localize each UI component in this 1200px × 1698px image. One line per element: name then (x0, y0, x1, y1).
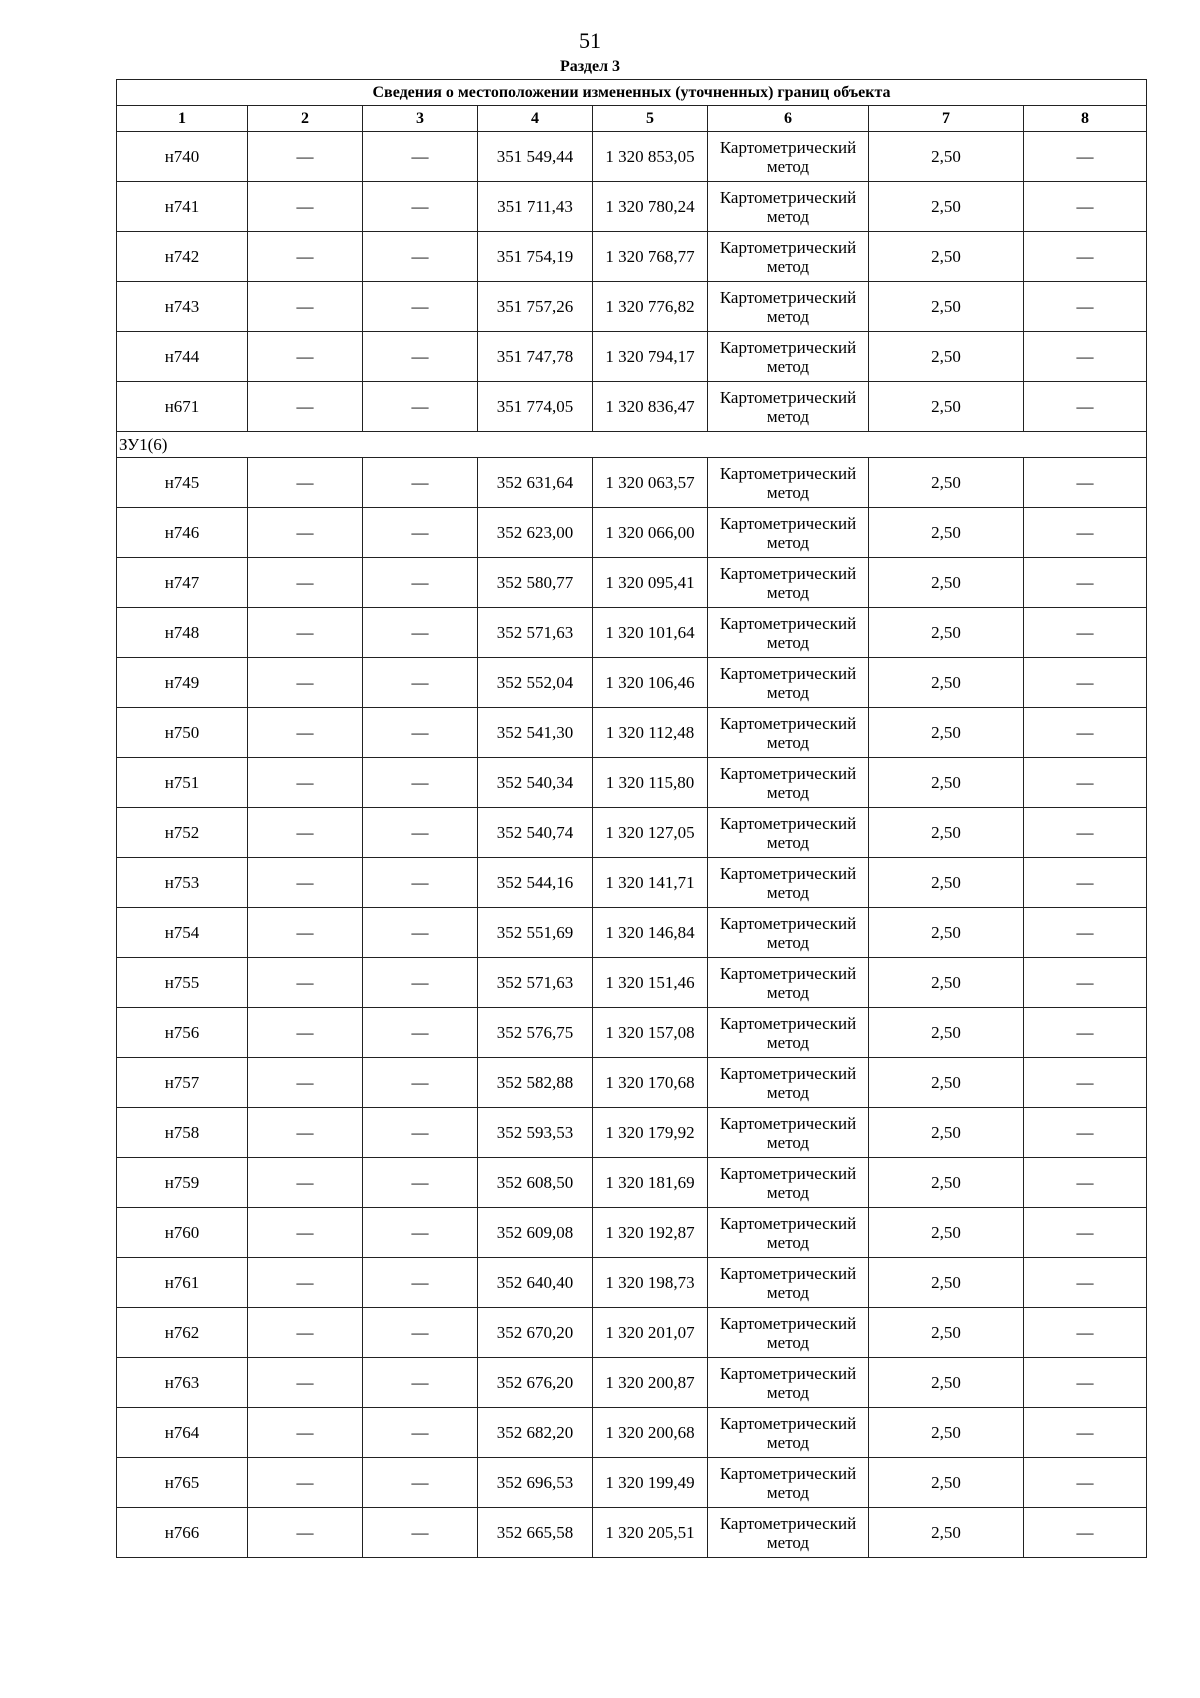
table-row (117, 1258, 1147, 1308)
column-3-cell: — (363, 1358, 478, 1408)
table-row (117, 332, 1147, 382)
table-row (117, 1008, 1147, 1058)
column-3-cell: — (363, 808, 478, 858)
accuracy-cell: 2,50 (869, 182, 1024, 232)
table-row (117, 1358, 1147, 1408)
coordinate-x-cell: 352 696,53 (478, 1458, 593, 1508)
point-name-cell: н749 (117, 658, 248, 708)
group-label: ЗУ1(6) (117, 432, 1147, 458)
column-2-cell: — (248, 958, 363, 1008)
column-2-cell: — (248, 608, 363, 658)
method-cell: Картометрический метод (708, 1108, 869, 1158)
coordinate-y-cell: 1 320 141,71 (593, 858, 708, 908)
column-2-cell: — (248, 708, 363, 758)
column-2-cell: — (248, 1108, 363, 1158)
coordinate-x-cell: 352 551,69 (478, 908, 593, 958)
column-3-cell: — (363, 1008, 478, 1058)
column-header: 4 (478, 106, 593, 132)
accuracy-cell: 2,50 (869, 508, 1024, 558)
method-cell: Картометрический метод (708, 908, 869, 958)
column-8-cell: — (1024, 608, 1147, 658)
coordinate-x-cell: 352 640,40 (478, 1258, 593, 1308)
column-2-cell: — (248, 132, 363, 182)
accuracy-cell: 2,50 (869, 382, 1024, 432)
column-header: 7 (869, 106, 1024, 132)
coordinate-y-cell: 1 320 853,05 (593, 132, 708, 182)
accuracy-cell: 2,50 (869, 1058, 1024, 1108)
accuracy-cell: 2,50 (869, 1508, 1024, 1558)
column-8-cell: — (1024, 1108, 1147, 1158)
method-cell: Картометрический метод (708, 182, 869, 232)
accuracy-cell: 2,50 (869, 958, 1024, 1008)
method-cell: Картометрический метод (708, 1308, 869, 1358)
column-8-cell: — (1024, 458, 1147, 508)
column-3-cell: — (363, 1308, 478, 1358)
accuracy-cell: 2,50 (869, 1108, 1024, 1158)
method-cell: Картометрический метод (708, 508, 869, 558)
method-cell: Картометрический метод (708, 1408, 869, 1458)
column-3-cell: — (363, 1208, 478, 1258)
column-3-cell: — (363, 708, 478, 758)
coordinate-x-cell: 352 552,04 (478, 658, 593, 708)
table-row (117, 758, 1147, 808)
method-cell: Картометрический метод (708, 458, 869, 508)
coordinate-x-cell: 352 623,00 (478, 508, 593, 558)
coordinate-x-cell: 351 747,78 (478, 332, 593, 382)
method-cell: Картометрический метод (708, 132, 869, 182)
method-cell: Картометрический метод (708, 558, 869, 608)
coordinate-y-cell: 1 320 836,47 (593, 382, 708, 432)
table-row (117, 1058, 1147, 1108)
point-name-cell: н764 (117, 1408, 248, 1458)
method-cell: Картометрический метод (708, 758, 869, 808)
column-3-cell: — (363, 332, 478, 382)
column-8-cell: — (1024, 132, 1147, 182)
coordinate-x-cell: 351 754,19 (478, 232, 593, 282)
point-name-cell: н757 (117, 1058, 248, 1108)
table-row (117, 908, 1147, 958)
accuracy-cell: 2,50 (869, 1458, 1024, 1508)
point-name-cell: н745 (117, 458, 248, 508)
section-title: Раздел 3 (559, 58, 621, 75)
coordinate-y-cell: 1 320 151,46 (593, 958, 708, 1008)
point-name-cell: н756 (117, 1008, 248, 1058)
column-3-cell: — (363, 858, 478, 908)
accuracy-cell: 2,50 (869, 1358, 1024, 1408)
group-row (117, 432, 1147, 458)
coordinate-x-cell: 352 609,08 (478, 1208, 593, 1258)
column-3-cell: — (363, 132, 478, 182)
coordinate-x-cell: 352 631,64 (478, 458, 593, 508)
column-2-cell: — (248, 458, 363, 508)
coordinate-x-cell: 352 571,63 (478, 958, 593, 1008)
coordinate-x-cell: 352 544,16 (478, 858, 593, 908)
column-header: 5 (593, 106, 708, 132)
accuracy-cell: 2,50 (869, 858, 1024, 908)
column-8-cell: — (1024, 808, 1147, 858)
column-2-cell: — (248, 1408, 363, 1458)
coordinate-x-cell: 352 580,77 (478, 558, 593, 608)
point-name-cell: н742 (117, 232, 248, 282)
point-name-cell: н751 (117, 758, 248, 808)
point-name-cell: н747 (117, 558, 248, 608)
accuracy-cell: 2,50 (869, 1408, 1024, 1458)
table-row (117, 558, 1147, 608)
table-row (117, 458, 1147, 508)
point-name-cell: н740 (117, 132, 248, 182)
table-row (117, 808, 1147, 858)
point-name-cell: н671 (117, 382, 248, 432)
column-2-cell: — (248, 282, 363, 332)
column-8-cell: — (1024, 558, 1147, 608)
column-3-cell: — (363, 958, 478, 1008)
column-2-cell: — (248, 1158, 363, 1208)
column-3-cell: — (363, 458, 478, 508)
column-2-cell: — (248, 1308, 363, 1358)
column-3-cell: — (363, 1458, 478, 1508)
accuracy-cell: 2,50 (869, 1158, 1024, 1208)
point-name-cell: н741 (117, 182, 248, 232)
coordinate-x-cell: 352 670,20 (478, 1308, 593, 1358)
column-2-cell: — (248, 1358, 363, 1408)
column-8-cell: — (1024, 1408, 1147, 1458)
column-8-cell: — (1024, 658, 1147, 708)
table-row (117, 1458, 1147, 1508)
table-row (117, 1108, 1147, 1158)
table-row (117, 282, 1147, 332)
coordinate-y-cell: 1 320 201,07 (593, 1308, 708, 1358)
accuracy-cell: 2,50 (869, 808, 1024, 858)
accuracy-cell: 2,50 (869, 558, 1024, 608)
column-3-cell: — (363, 1408, 478, 1458)
table-row (117, 658, 1147, 708)
column-3-cell: — (363, 608, 478, 658)
point-name-cell: н752 (117, 808, 248, 858)
column-2-cell: — (248, 1458, 363, 1508)
coordinate-x-cell: 352 540,34 (478, 758, 593, 808)
coordinate-y-cell: 1 320 776,82 (593, 282, 708, 332)
accuracy-cell: 2,50 (869, 232, 1024, 282)
coordinate-y-cell: 1 320 127,05 (593, 808, 708, 858)
coordinate-x-cell: 352 540,74 (478, 808, 593, 858)
column-8-cell: — (1024, 1208, 1147, 1258)
column-3-cell: — (363, 282, 478, 332)
point-name-cell: н760 (117, 1208, 248, 1258)
point-name-cell: н762 (117, 1308, 248, 1358)
column-header: 1 (117, 106, 248, 132)
coordinate-y-cell: 1 320 768,77 (593, 232, 708, 282)
coordinate-y-cell: 1 320 106,46 (593, 658, 708, 708)
table-row (117, 1208, 1147, 1258)
coordinate-x-cell: 352 593,53 (478, 1108, 593, 1158)
coordinate-x-cell: 352 541,30 (478, 708, 593, 758)
column-2-cell: — (248, 332, 363, 382)
coordinate-x-cell: 352 571,63 (478, 608, 593, 658)
accuracy-cell: 2,50 (869, 608, 1024, 658)
column-2-cell: — (248, 1508, 363, 1558)
column-2-cell: — (248, 858, 363, 908)
table-row (117, 182, 1147, 232)
column-8-cell: — (1024, 908, 1147, 958)
column-8-cell: — (1024, 858, 1147, 908)
coordinate-y-cell: 1 320 192,87 (593, 1208, 708, 1258)
method-cell: Картометрический метод (708, 858, 869, 908)
column-3-cell: — (363, 1508, 478, 1558)
coordinate-y-cell: 1 320 066,00 (593, 508, 708, 558)
point-name-cell: н755 (117, 958, 248, 1008)
column-2-cell: — (248, 658, 363, 708)
coordinate-x-cell: 352 682,20 (478, 1408, 593, 1458)
column-8-cell: — (1024, 1458, 1147, 1508)
coordinate-y-cell: 1 320 198,73 (593, 1258, 708, 1308)
column-header: 8 (1024, 106, 1147, 132)
column-8-cell: — (1024, 708, 1147, 758)
accuracy-cell: 2,50 (869, 758, 1024, 808)
method-cell: Картометрический метод (708, 658, 869, 708)
method-cell: Картометрический метод (708, 708, 869, 758)
table-header-row (117, 106, 1147, 132)
point-name-cell: н765 (117, 1458, 248, 1508)
column-header: 2 (248, 106, 363, 132)
coordinate-y-cell: 1 320 063,57 (593, 458, 708, 508)
method-cell: Картометрический метод (708, 232, 869, 282)
column-3-cell: — (363, 508, 478, 558)
column-2-cell: — (248, 1208, 363, 1258)
column-3-cell: — (363, 908, 478, 958)
coordinates-table (116, 79, 1147, 1558)
method-cell: Картометрический метод (708, 1258, 869, 1308)
column-3-cell: — (363, 182, 478, 232)
coordinate-y-cell: 1 320 095,41 (593, 558, 708, 608)
column-3-cell: — (363, 232, 478, 282)
accuracy-cell: 2,50 (869, 658, 1024, 708)
method-cell: Картометрический метод (708, 808, 869, 858)
table-row (117, 858, 1147, 908)
column-3-cell: — (363, 1108, 478, 1158)
column-8-cell: — (1024, 758, 1147, 808)
table-row (117, 132, 1147, 182)
column-3-cell: — (363, 758, 478, 808)
method-cell: Картометрический метод (708, 1008, 869, 1058)
coordinate-x-cell: 351 549,44 (478, 132, 593, 182)
column-3-cell: — (363, 1058, 478, 1108)
coordinate-x-cell: 351 711,43 (478, 182, 593, 232)
method-cell: Картометрический метод (708, 958, 869, 1008)
table-row (117, 1158, 1147, 1208)
coordinate-y-cell: 1 320 200,87 (593, 1358, 708, 1408)
table-title-row (117, 80, 1147, 106)
column-8-cell: — (1024, 1358, 1147, 1408)
column-2-cell: — (248, 182, 363, 232)
coordinate-x-cell: 351 757,26 (478, 282, 593, 332)
column-3-cell: — (363, 382, 478, 432)
column-2-cell: — (248, 558, 363, 608)
table-row (117, 608, 1147, 658)
coordinate-y-cell: 1 320 199,49 (593, 1458, 708, 1508)
page-number: 51 (579, 28, 601, 53)
accuracy-cell: 2,50 (869, 332, 1024, 382)
coordinate-y-cell: 1 320 205,51 (593, 1508, 708, 1558)
point-name-cell: н753 (117, 858, 248, 908)
coordinate-y-cell: 1 320 170,68 (593, 1058, 708, 1108)
column-header: 3 (363, 106, 478, 132)
point-name-cell: н758 (117, 1108, 248, 1158)
table-title: Сведения о местоположении измененных (уточненных) границ объекта (117, 80, 1147, 106)
method-cell: Картометрический метод (708, 382, 869, 432)
coordinate-x-cell: 352 608,50 (478, 1158, 593, 1208)
method-cell: Картометрический метод (708, 1208, 869, 1258)
point-name-cell: н743 (117, 282, 248, 332)
coordinate-y-cell: 1 320 200,68 (593, 1408, 708, 1458)
coordinate-x-cell: 352 676,20 (478, 1358, 593, 1408)
column-8-cell: — (1024, 182, 1147, 232)
column-8-cell: — (1024, 232, 1147, 282)
column-8-cell: — (1024, 1158, 1147, 1208)
method-cell: Картометрический метод (708, 282, 869, 332)
column-8-cell: — (1024, 508, 1147, 558)
point-name-cell: н763 (117, 1358, 248, 1408)
point-name-cell: н750 (117, 708, 248, 758)
point-name-cell: н766 (117, 1508, 248, 1558)
method-cell: Картометрический метод (708, 608, 869, 658)
coordinate-y-cell: 1 320 112,48 (593, 708, 708, 758)
column-8-cell: — (1024, 1008, 1147, 1058)
column-2-cell: — (248, 908, 363, 958)
coordinate-x-cell: 352 582,88 (478, 1058, 593, 1108)
coordinate-y-cell: 1 320 101,64 (593, 608, 708, 658)
coordinate-y-cell: 1 320 179,92 (593, 1108, 708, 1158)
point-name-cell: н759 (117, 1158, 248, 1208)
column-2-cell: — (248, 1008, 363, 1058)
column-2-cell: — (248, 1258, 363, 1308)
method-cell: Картометрический метод (708, 1158, 869, 1208)
accuracy-cell: 2,50 (869, 282, 1024, 332)
column-8-cell: — (1024, 1308, 1147, 1358)
column-2-cell: — (248, 808, 363, 858)
coordinate-y-cell: 1 320 157,08 (593, 1008, 708, 1058)
column-8-cell: — (1024, 282, 1147, 332)
method-cell: Картометрический метод (708, 1358, 869, 1408)
column-2-cell: — (248, 508, 363, 558)
table-row (117, 382, 1147, 432)
point-name-cell: н754 (117, 908, 248, 958)
accuracy-cell: 2,50 (869, 132, 1024, 182)
point-name-cell: н761 (117, 1258, 248, 1308)
column-2-cell: — (248, 382, 363, 432)
method-cell: Картометрический метод (708, 1458, 869, 1508)
accuracy-cell: 2,50 (869, 908, 1024, 958)
method-cell: Картометрический метод (708, 1508, 869, 1558)
method-cell: Картометрический метод (708, 1058, 869, 1108)
column-8-cell: — (1024, 1058, 1147, 1108)
column-8-cell: — (1024, 958, 1147, 1008)
column-8-cell: — (1024, 1258, 1147, 1308)
coordinate-y-cell: 1 320 115,80 (593, 758, 708, 808)
table-row (117, 708, 1147, 758)
point-name-cell: н744 (117, 332, 248, 382)
column-8-cell: — (1024, 382, 1147, 432)
accuracy-cell: 2,50 (869, 1258, 1024, 1308)
coordinate-y-cell: 1 320 780,24 (593, 182, 708, 232)
table-row (117, 958, 1147, 1008)
column-3-cell: — (363, 1158, 478, 1208)
column-2-cell: — (248, 1058, 363, 1108)
accuracy-cell: 2,50 (869, 458, 1024, 508)
accuracy-cell: 2,50 (869, 1008, 1024, 1058)
column-8-cell: — (1024, 332, 1147, 382)
coordinate-x-cell: 352 665,58 (478, 1508, 593, 1558)
column-header: 6 (708, 106, 869, 132)
method-cell: Картометрический метод (708, 332, 869, 382)
table-row (117, 1408, 1147, 1458)
column-8-cell: — (1024, 1508, 1147, 1558)
column-3-cell: — (363, 1258, 478, 1308)
accuracy-cell: 2,50 (869, 708, 1024, 758)
coordinate-y-cell: 1 320 794,17 (593, 332, 708, 382)
point-name-cell: н746 (117, 508, 248, 558)
coordinate-x-cell: 352 576,75 (478, 1008, 593, 1058)
column-3-cell: — (363, 558, 478, 608)
coordinate-x-cell: 351 774,05 (478, 382, 593, 432)
point-name-cell: н748 (117, 608, 248, 658)
column-3-cell: — (363, 658, 478, 708)
accuracy-cell: 2,50 (869, 1208, 1024, 1258)
accuracy-cell: 2,50 (869, 1308, 1024, 1358)
table-row (117, 508, 1147, 558)
table-row (117, 232, 1147, 282)
coordinate-y-cell: 1 320 181,69 (593, 1158, 708, 1208)
table-row (117, 1508, 1147, 1558)
column-2-cell: — (248, 232, 363, 282)
table-row (117, 1308, 1147, 1358)
coordinate-y-cell: 1 320 146,84 (593, 908, 708, 958)
column-2-cell: — (248, 758, 363, 808)
